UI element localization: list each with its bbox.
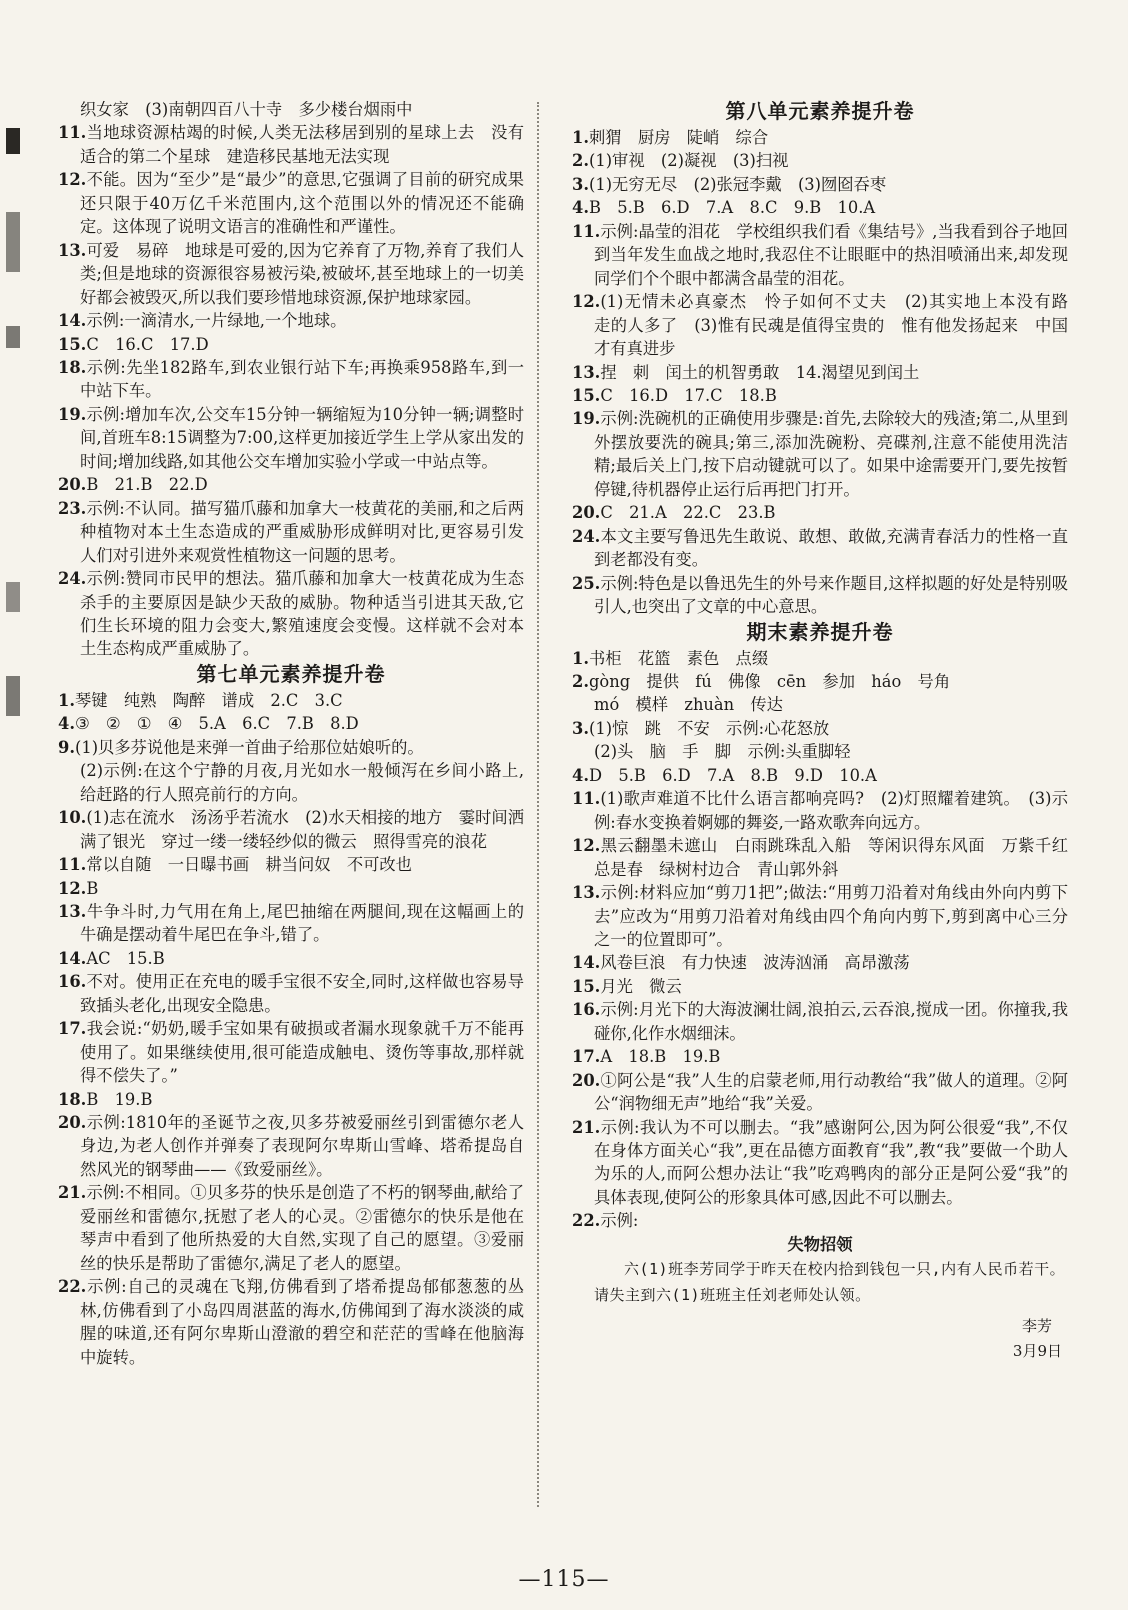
answer-item	[572, 998, 1068, 1045]
answer-item	[572, 525, 1068, 572]
question-number: 14.	[58, 311, 87, 331]
answer-text: 示例:不认同。描写猫爪藤和加拿大一枝黄花的美丽,和之后两种植物对本土生态造成的严重威胁形成鲜明对比,更容易引发人们对引进外来观赏性植物这一问题的思考。	[80, 498, 524, 565]
question-number: 17.	[572, 1047, 601, 1067]
answer-item	[572, 220, 1068, 290]
question-number: 20.	[572, 503, 601, 523]
answer-text: D 5.B 6.D 7.A 8.B 9.D 10.A	[589, 765, 877, 785]
column-divider	[537, 102, 539, 1507]
answer-item	[58, 1111, 524, 1181]
answer-text: 示例:1810年的圣诞节之夜,贝多芬被爱丽丝引到雷德尔老人身边,为老人创作并弹奏了表现阿尔卑斯山雪峰、塔希提岛自然风光的钢琴曲——《致爱丽丝》。	[80, 1113, 524, 1179]
answer-item	[58, 736, 524, 759]
question-number: 13.	[572, 362, 601, 382]
answer-item	[58, 689, 524, 712]
binding-mark	[6, 128, 20, 154]
answer-text: AC 15.B	[86, 948, 165, 968]
question-number: 22.	[58, 1277, 87, 1297]
answer-text: (1)审视 (2)凝视 (3)扫视	[589, 151, 789, 171]
question-number: 12.	[572, 292, 601, 312]
answer-item	[58, 356, 524, 403]
answer-item	[58, 970, 524, 1017]
answer-item	[572, 975, 1068, 998]
answer-item	[58, 759, 524, 806]
answer-text: 示例:月光下的大海波澜壮阔,浪拍云,云吞浪,搅成一团。你撞我,我碰你,化作水烟细沫。	[594, 1000, 1068, 1043]
question-number: 12.	[572, 836, 601, 856]
answer-text: 示例:一滴清水,一片绿地,一个地球。	[86, 311, 347, 331]
question-number: 4.	[58, 714, 75, 734]
question-number: 15.	[58, 334, 87, 354]
answer-text: 不能。因为“至少”是“最少”的意思,它强调了目前的研究成果还只限于40万亿千米范围内,这个范围以外的情况还不能确定。这体现了说明文语言的准确性和严谨性。	[80, 170, 524, 237]
answer-item	[572, 951, 1068, 974]
answer-text: 示例:洗碗机的正确使用步骤是:首先,去除较大的残渣;第二,从里到外摆放要洗的碗具;第三,添加洗碗粉、亮碟剂,注意不能使用洗洁精;最后关上门,按下启动键就可以了。如果中途需要开门,要先按暂停键,待机器停止运行后再把门打开。	[594, 409, 1068, 499]
answer-item	[58, 309, 524, 332]
answer-item	[58, 567, 524, 661]
section-title: 第八单元素养提升卷	[725, 99, 915, 123]
answer-text: 示例:自己的灵魂在飞翔,仿佛看到了塔希提岛郁郁葱葱的丛林,仿佛看到了小岛四周湛蓝的海水,仿佛闻到了海水淡淡的咸腥的味道,还有阿尔卑斯山澄澈的碧空和茫茫的雪峰在他脑海中旋转。	[80, 1277, 524, 1367]
notice-title: 失物招领	[787, 1234, 853, 1254]
answer-text: (1)惊 跳 不安 示例:心花怒放	[589, 718, 830, 738]
answer-text: B 21.B 22.D	[86, 475, 208, 495]
answer-text: 示例:增加车次,公交车15分钟一辆缩短为10分钟一辆;调整时间,首班车8:15调整为7:00,这样更加接近学生上学从家出发的时间;增加线路,如其他公交车增加实验小学或一中站点等。	[80, 404, 524, 471]
answer-item	[58, 712, 524, 735]
answer-text: (2)示例:在这个宁静的月夜,月光如水一般倾泻在乡间小路上,给赶路的行人照亮前行的方向。	[80, 761, 524, 804]
answer-text: 不对。使用正在充电的暖手宝很不安全,同时,这样做也容易导致插头老化,出现安全隐患。	[80, 972, 524, 1015]
answer-item	[58, 333, 524, 356]
question-number: 4.	[572, 198, 589, 218]
answer-item	[572, 1069, 1068, 1116]
question-number: 20.	[572, 1070, 601, 1090]
answer-text: 示例:不相同。①贝多芬的快乐是创造了不朽的钢琴曲,献给了爱丽丝和雷德尔,抚慰了老人的心灵。②雷德尔的快乐是他在琴声中看到了他所热爱的大自然,实现了自己的愿望。③爱丽丝的快乐是帮助了雷德尔,满足了老人的愿望。	[80, 1183, 524, 1273]
question-number: 20.	[58, 475, 87, 495]
question-number: 11.	[58, 855, 87, 875]
question-number: 2.	[572, 671, 589, 691]
question-number: 1.	[572, 648, 589, 668]
answer-text: (2)头 脑 手 脚 示例:头重脚轻	[594, 742, 851, 762]
answer-item	[58, 168, 524, 238]
answer-item	[58, 98, 524, 121]
answer-text: 风卷巨浪 有力快速 波涛汹涌 高昂激荡	[600, 953, 910, 973]
answer-item	[58, 1088, 524, 1111]
question-number: 12.	[58, 170, 87, 190]
answer-text: B	[86, 878, 99, 898]
question-number: 13.	[58, 240, 87, 260]
question-number: 14.	[572, 953, 601, 973]
question-number: 10.	[58, 808, 87, 828]
answer-text: 我会说:“奶奶,暖手宝如果有破损或者漏水现象就千万不能再使用了。如果继续使用,很可能造成触电、烫伤等事故,那样就得不偿失了。”	[80, 1019, 524, 1086]
answer-text: (1)志在流水 汤汤乎若流水 (2)水天相接的地方 霎时间洒满了银光 穿过一缕一缕轻纱似的微云 照得雪亮的浪花	[80, 808, 524, 851]
answer-text: gòng 提供 fú 佛像 cēn 参加 háo 号角	[589, 671, 951, 691]
answer-item	[58, 1017, 524, 1087]
answer-item	[572, 196, 1068, 219]
question-number: 21.	[572, 1117, 601, 1137]
answer-text: (1)贝多芬说他是来弹一首曲子给那位姑娘听的。	[75, 737, 424, 757]
answer-text: 示例:晶莹的泪花 学校组织我们看《集结号》,当我看到谷子地回到当年发生血战之地时,我忍住不让眼眶中的热泪喷涌出来,却发现同学们个个眼中都满含晶莹的泪花。	[594, 221, 1068, 288]
answer-item	[572, 1209, 1068, 1232]
section-title: 第七单元素养提升卷	[196, 661, 386, 686]
answer-item	[572, 834, 1068, 881]
binding-mark	[6, 676, 20, 716]
answer-text: (1)歌声难道不比什么语言都响亮吗? (2)灯照耀着建筑。 (3)示例:春水变换着婀娜的舞姿,一路欢歌奔向远方。	[594, 789, 1068, 832]
answer-item	[58, 473, 524, 496]
question-number: 23.	[58, 498, 87, 518]
answer-text: (1)无穷无尽 (2)张冠李戴 (3)囫囵吞枣	[589, 174, 887, 194]
answer-text: ①阿公是“我”人生的启蒙老师,用行动教给“我”做人的道理。②阿公“润物细无声”地给“我”关爱。	[594, 1070, 1068, 1114]
question-number: 12.	[58, 878, 87, 898]
question-number: 19.	[572, 409, 601, 429]
question-number: 15.	[572, 976, 601, 996]
answer-text: 琴键 纯熟 陶醉 谱成 2.C 3.C	[75, 690, 343, 710]
notice-body: 六(1)班李芳同学于昨天在校内拾到钱包一只,内有人民币若干。请失主到六(1)班班主任刘老师处认领。	[594, 1260, 1066, 1305]
question-number: 3.	[572, 718, 589, 738]
question-number: 17.	[58, 1019, 87, 1039]
answer-item	[58, 1275, 524, 1369]
answer-text: B 5.B 6.D 7.A 8.C 9.B 10.A	[589, 198, 876, 218]
question-number: 2.	[572, 151, 589, 171]
answer-item	[572, 501, 1068, 524]
right-answer-column	[572, 98, 1085, 1364]
answer-item	[58, 1181, 524, 1275]
answer-text: C 16.D 17.C 18.B	[600, 385, 777, 405]
answer-item	[572, 1045, 1068, 1068]
answer-item	[572, 647, 1068, 670]
answer-item	[58, 403, 524, 473]
answer-item	[58, 497, 524, 567]
question-number: 1.	[58, 690, 75, 710]
question-number: 18.	[58, 1089, 87, 1109]
answer-item	[572, 717, 1068, 740]
question-number: 11.	[572, 221, 601, 241]
answer-item	[572, 881, 1068, 951]
notice-signer: 李芳	[1021, 1317, 1052, 1336]
question-number: 13.	[572, 883, 601, 903]
binding-mark	[6, 582, 20, 612]
answer-item	[572, 693, 1068, 716]
question-number: 20.	[58, 1113, 87, 1133]
question-number: 11.	[572, 789, 601, 809]
answer-text: 示例:特色是以鲁迅先生的外号来作题目,这样拟题的好处是特别吸引人,也突出了文章的中心意思。	[594, 573, 1068, 617]
answer-text: 捏 刺 闰土的机智勇敢 14.渴望见到闰土	[600, 362, 920, 382]
answer-item	[572, 173, 1068, 196]
answer-item	[58, 239, 524, 309]
answer-text: 当地球资源枯竭的时候,人类无法移居到别的星球上去 没有适合的第二个星球 建造移民基地无法实现	[80, 123, 524, 166]
answer-item	[58, 877, 524, 900]
question-number: 15.	[572, 385, 601, 405]
answer-item	[572, 290, 1085, 360]
answer-text: 示例:材料应加“剪刀1把”;做法:“用剪刀沿着对角线由外向内剪下去”应改为“用剪刀沿着对角线由四个角向内剪下,剪到离中心三分之一的位置即可”。	[594, 883, 1068, 949]
question-number: 18.	[58, 357, 87, 377]
answer-text: 牛争斗时,力气用在角上,尾巴抽缩在两腿间,现在这幅画上的牛确是摆动着牛尾巴在争斗,错了。	[80, 901, 524, 945]
answer-item	[572, 670, 1068, 693]
lost-and-found-notice	[572, 1233, 1068, 1364]
answer-text: mó 模样 zhuàn 传达	[594, 695, 783, 715]
answer-text: (1)无情未必真豪杰 怜子如何不丈夫 (2)其实地上本没有路 走的人多了 (3)惟有民魂是值得宝贵的 惟有他发扬起来 中国才有真进步	[594, 292, 1085, 359]
answer-text: ③ ② ① ④ 5.A 6.C 7.B 8.D	[75, 714, 359, 734]
answer-text: C 16.C 17.D	[86, 334, 209, 354]
question-number: 24.	[58, 569, 87, 589]
answer-item	[572, 764, 1068, 787]
answer-text: 本文主要写鲁迅先生敢说、敢想、敢做,充满青春活力的性格一直到老都没有变。	[594, 526, 1068, 570]
question-number: 16.	[58, 972, 87, 992]
question-number: 3.	[572, 174, 589, 194]
question-number: 16.	[572, 1000, 601, 1020]
question-number: 25.	[572, 573, 601, 593]
answer-item	[572, 361, 1068, 384]
question-number: 24.	[572, 526, 601, 546]
binding-mark	[6, 212, 20, 272]
answer-text: C 21.A 22.C 23.B	[600, 503, 776, 523]
notice-date: 3月9日	[1012, 1342, 1062, 1361]
answer-item	[572, 384, 1068, 407]
answer-text: 刺猬 厨房 陡峭 综合	[589, 128, 769, 147]
binding-mark	[6, 326, 20, 348]
left-answer-column	[58, 98, 524, 1369]
answer-text: 示例:	[600, 1211, 639, 1231]
question-number: 4.	[572, 765, 589, 785]
answer-text: 月光 微云	[600, 976, 682, 996]
question-number: 9.	[58, 737, 75, 757]
answer-item	[58, 853, 524, 876]
answer-text: B 19.B	[86, 1089, 153, 1109]
answer-text: 可爱 易碎 地球是可爱的,因为它养育了万物,养育了我们人类;但是地球的资源很容易被污染,被破坏,甚至地球上的一切美好都会被毁灭,所以我们要珍惜地球资源,保护地球家园。	[80, 240, 524, 307]
answer-item	[58, 806, 524, 853]
answer-text: 书柜 花篮 素色 点缀	[589, 648, 769, 668]
answer-text: 常以自随 一日曝书画 耕当问奴 不可改也	[86, 855, 412, 875]
section-title: 期末素养提升卷	[746, 619, 894, 644]
page-number: —115—	[518, 1567, 610, 1592]
answer-item	[572, 407, 1068, 501]
answer-item	[572, 740, 1068, 763]
question-number: 11.	[58, 123, 87, 143]
answer-item	[572, 1116, 1068, 1210]
answer-item	[58, 900, 524, 947]
answer-item	[572, 149, 1068, 172]
answer-text: 示例:赞同市民甲的想法。猫爪藤和加拿大一枝黄花成为生态杀手的主要原因是缺少天敌的威胁。物种适当引进其天敌,它们生长环境的阻力会变大,繁殖速度会变慢。这样就不会对本土生态构成严重威胁了。	[80, 569, 524, 659]
answer-text: 示例:先坐182路车,到农业银行站下车;再换乘958路车,到一中站下车。	[80, 357, 524, 401]
question-number: 1.	[572, 128, 589, 147]
answer-text: 黑云翻墨未遮山 白雨跳珠乱入船 等闲识得东风面 万紫千红总是春 绿树村边合 青山郭外斜	[594, 836, 1068, 879]
answer-item	[58, 121, 524, 168]
answer-item	[572, 572, 1068, 619]
question-number: 22.	[572, 1211, 601, 1231]
question-number: 13.	[58, 901, 87, 921]
question-number: 14.	[58, 948, 87, 968]
answer-text: 织女家 (3)南朝四百八十寺 多少楼台烟雨中	[80, 100, 413, 119]
question-number: 19.	[58, 404, 87, 424]
question-number: 21.	[58, 1183, 87, 1203]
answer-text: A 18.B 19.B	[600, 1047, 721, 1067]
answer-item	[572, 787, 1068, 834]
answer-item	[58, 947, 524, 970]
answer-text: 示例:我认为不可以删去。“我”感谢阿公,因为阿公很爱“我”,不仅在身体方面关心“我”,更在品德方面教育“我”,教“我”要做一个助人为乐的人,而阿公想办法让“我”吃鸡鸭肉的部分正是阿公爱“我”的具体表现,使阿公的形象具体可感,因此不可以删去。	[594, 1117, 1068, 1207]
answer-item	[572, 126, 1068, 149]
